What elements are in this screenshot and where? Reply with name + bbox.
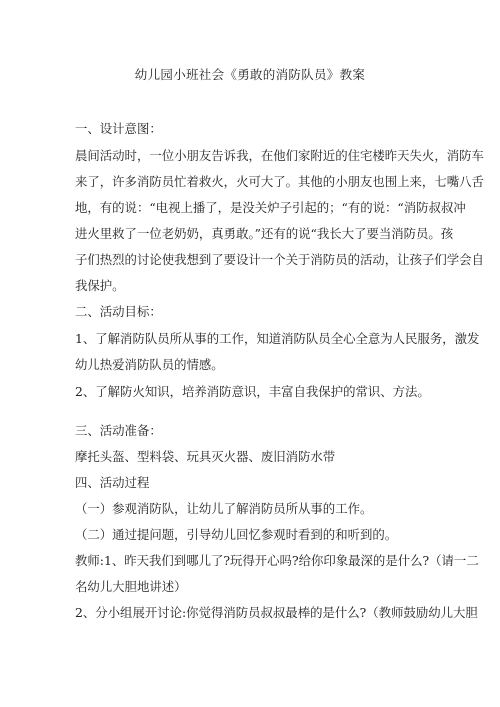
teacher-question: 教师:1、昨天我们到哪儿了?玩得开心吗?给你印象最深的是什么?（请一二 <box>75 553 479 568</box>
teacher-question-continuation: 名幼儿大胆地讲述） <box>75 579 187 594</box>
paragraph-line: 晨间活动时，一位小朋友告诉我，在他们家附近的住宅楼昨天失火，消防车 <box>75 148 484 163</box>
paragraph-line: 进火里救了一位老奶奶，真勇敢。”还有的说“我长大了要当消防员。孩 <box>75 226 454 241</box>
goal-item: 1、了解消防队员所从事的工作，知道消防队员全心全意为人民服务，激发 <box>75 331 480 346</box>
process-step: （一）参观消防队，让幼儿了解消防员所从事的工作。 <box>75 501 373 516</box>
paragraph-line: 来了，许多消防员忙着救火，火可大了。其他的小朋友也围上来，七嘴八舌 <box>75 174 484 189</box>
process-step: （二）通过提问题，引导幼儿回忆参观时看到的和听到的。 <box>75 527 398 542</box>
goal-item: 2、了解防火知识，培养消防意识，丰富自我保护的常识、方法。 <box>75 384 430 399</box>
preparation-materials: 摩托头盔、型料袋、玩具灭火器、废旧消防水带 <box>75 449 336 464</box>
goal-item-continuation: 幼儿热爱消防队员的情感。 <box>75 357 224 372</box>
paragraph-line: 地，有的说：“电视上播了，是没关炉子引起的；“有的说：“消防叔叔冲 <box>75 200 466 215</box>
paragraph-line: 子们热烈的讨论使我想到了要设计一个关于消防员的活动，让孩子们学会自 <box>75 252 484 267</box>
section-heading-design-intent: 一、设计意图： <box>75 121 162 136</box>
document-title: 幼儿园小班社会《勇敢的消防队员》教案 <box>134 67 366 82</box>
section-heading-preparation: 三、活动准备： <box>75 423 162 438</box>
paragraph-line: 我保护。 <box>75 278 125 293</box>
group-discussion: 2、分小组展开讨论:你觉得消防员叔叔最棒的是什么?（教师鼓励幼儿大胆 <box>75 605 478 620</box>
section-heading-process: 四、活动过程 <box>75 475 150 490</box>
section-heading-goals: 二、活动目标： <box>75 304 162 319</box>
